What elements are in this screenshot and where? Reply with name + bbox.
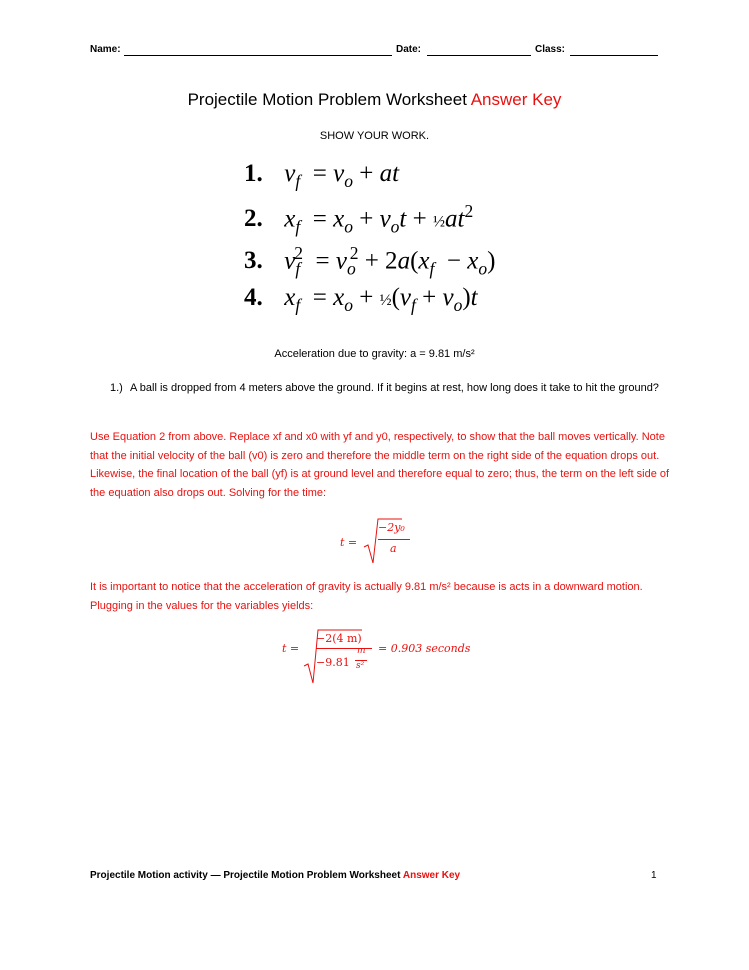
- page-number: 1: [651, 870, 657, 881]
- formula2-denominator: −9.81: [316, 656, 350, 669]
- date-label: Date:: [396, 44, 422, 55]
- formula-lhs: t =: [340, 536, 358, 549]
- formula2-lhs: t =: [282, 642, 300, 655]
- name-label: Name:: [90, 44, 121, 55]
- class-line: [570, 55, 658, 56]
- equation-2: 2. $x_f = x_o + v_ot$ + $\frac{1}{2}at^2$: [244, 201, 474, 237]
- question-text: A ball is dropped from 4 meters above the ground. If it begins at rest, how long does it take to hit the ground?: [130, 382, 659, 394]
- equation-3: 3. $v_f^2 = v_o^2 + 2a(x_f - x_o)$: [244, 243, 496, 279]
- formula2-result: = 0.903 seconds: [378, 642, 471, 655]
- formula-time: [340, 517, 460, 567]
- instruction: SHOW YOUR WORK.: [319, 130, 430, 142]
- question-number: 1.): [110, 382, 123, 394]
- page-title: [0, 90, 749, 110]
- answer-paragraph-1: Use Equation 2 from above. Replace xf and x0 with yf and y0, respectively, to show that the ball moves vertically. Note that the initial velocity of the ball (v0) is zero and therefore the middle term on the right side of the equation drops out. Likewise, the final location of the ball (yf) is at ground level and therefore equal to zero; thus, the term on the left side of the equation also drops out. Solving for the time:: [90, 431, 670, 499]
- answer-paragraph-2: It is important to notice that the acceleration of gravity is actually 9.81 m/s² because is acts in a downward motion. Plugging in the values for the variables yields:: [90, 581, 643, 612]
- footer: [90, 870, 460, 881]
- class-label: Class:: [535, 44, 566, 55]
- formula2-unit-top: m: [357, 646, 366, 656]
- title-highlight: Answer Key: [470, 90, 562, 109]
- formula-result: [282, 628, 482, 688]
- equation-1: 1. $v_f = v_o$ + at: [244, 160, 400, 191]
- title-main: Projectile Motion Problem Worksheet: [187, 90, 467, 109]
- formula2-unit-bottom: s²: [356, 661, 365, 671]
- equation-4: 4. $x_f = x_o$ + $\frac{1}{2}(v_f + v_o)t$: [244, 284, 478, 315]
- footer-text: Projectile Motion activity — Projectile Motion Problem Worksheet: [90, 870, 401, 881]
- question-1: [110, 380, 670, 397]
- gravity-note: Acceleration due to gravity: a = 9.81 m/s²: [274, 348, 475, 360]
- formula2-numerator: −2(4 m): [316, 632, 362, 645]
- fraction-bar: [378, 539, 410, 540]
- name-line: [124, 55, 392, 56]
- formula-denominator: a: [390, 542, 397, 555]
- footer-highlight: Answer Key: [402, 870, 461, 881]
- date-line: [427, 55, 531, 56]
- formula-numerator: −2y₀: [378, 521, 405, 534]
